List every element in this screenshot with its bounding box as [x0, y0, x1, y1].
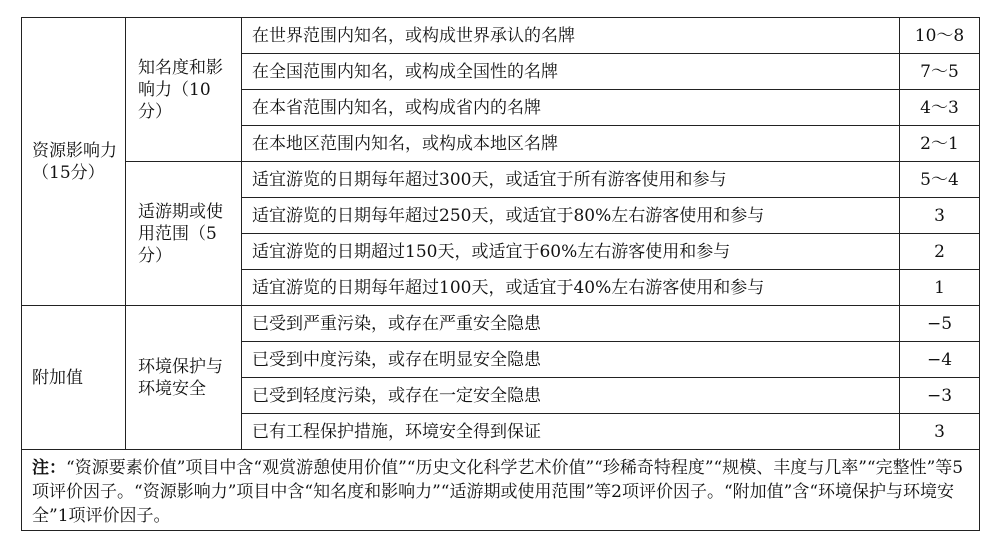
score-cell: 10～8 [900, 18, 980, 54]
score-cell: 4～3 [900, 90, 980, 126]
criterion-cell: 已受到严重污染，或存在严重安全隐患 [242, 306, 900, 342]
criterion-cell: 在本地区范围内知名，或构成本地区名牌 [242, 126, 900, 162]
score-cell: −5 [900, 306, 980, 342]
criterion-cell: 在本省范围内知名，或构成省内的名牌 [242, 90, 900, 126]
score-cell: 2 [900, 234, 980, 270]
criterion-cell: 在世界范围内知名，或构成世界承认的名牌 [242, 18, 900, 54]
table-row [22, 18, 980, 54]
criterion-cell: 适宜游览的日期每年超过100天，或适宜于40%左右游客使用和参与 [242, 270, 900, 306]
table-row [22, 306, 980, 342]
score-cell: 7～5 [900, 54, 980, 90]
criterion-cell: 已受到中度污染，或存在明显安全隐患 [242, 342, 900, 378]
note-label: 注： [32, 458, 66, 478]
evaluation-table [21, 17, 980, 531]
category-cell: 附加值 [22, 306, 126, 450]
criterion-cell: 已有工程保护措施，环境安全得到保证 [242, 414, 900, 450]
score-cell: 2～1 [900, 126, 980, 162]
score-cell: 3 [900, 198, 980, 234]
note-text: “资源要素价值”项目中含“观赏游憩使用价值”“历史文化科学艺术价值”“珍稀奇特程度”“规模、丰度与几率”“完整性”等5项评价因子。“资源影响力”项目中含“知名度和影响力”“适游期或使用范围”等2项评价因子。“附加值”含“环境保护与环境安全”1项评价因子。 [32, 458, 964, 526]
subcategory-cell: 环境保护与环境安全 [126, 306, 242, 450]
score-cell: −3 [900, 378, 980, 414]
criterion-cell: 在全国范围内知名，或构成全国性的名牌 [242, 54, 900, 90]
evaluation-table-container [21, 17, 979, 531]
score-cell: −4 [900, 342, 980, 378]
criterion-cell: 适宜游览的日期每年超过250天，或适宜于80%左右游客使用和参与 [242, 198, 900, 234]
category-cell: 资源影响力（15分） [22, 18, 126, 306]
criterion-cell: 适宜游览的日期每年超过300天，或适宜于所有游客使用和参与 [242, 162, 900, 198]
score-cell: 1 [900, 270, 980, 306]
criterion-cell: 已受到轻度污染，或存在一定安全隐患 [242, 378, 900, 414]
table-row [22, 162, 980, 198]
criterion-cell: 适宜游览的日期超过150天，或适宜于60%左右游客使用和参与 [242, 234, 900, 270]
subcategory-cell: 知名度和影响力（10分） [126, 18, 242, 162]
note-cell [22, 450, 980, 531]
score-cell: 3 [900, 414, 980, 450]
score-cell: 5～4 [900, 162, 980, 198]
subcategory-cell: 适游期或使用范围（5分） [126, 162, 242, 306]
note-row [22, 450, 980, 531]
